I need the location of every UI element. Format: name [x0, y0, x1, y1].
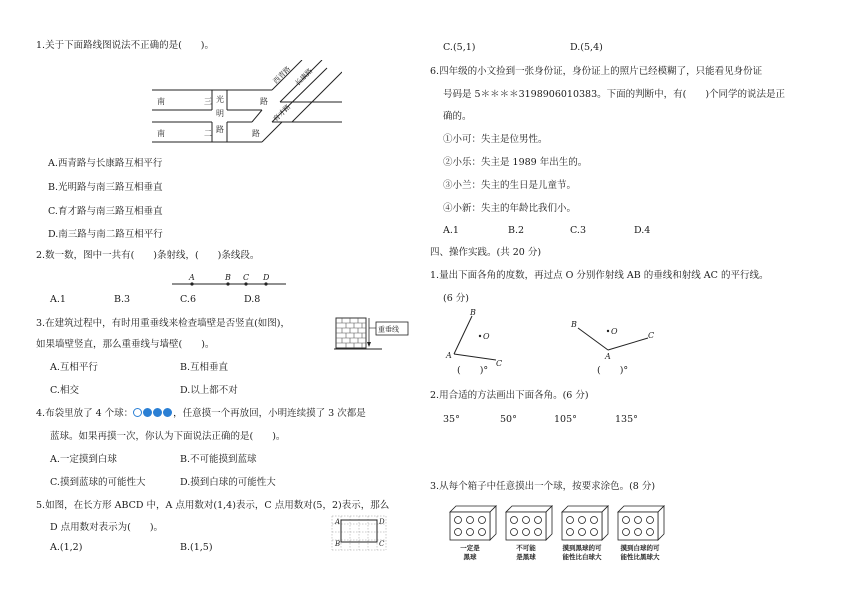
svg-text:明: 明 [216, 109, 224, 118]
svg-text:不可能: 不可能 [516, 544, 536, 552]
q6-statement-3: ③小兰：失主的生日是儿童节。 [443, 180, 577, 191]
q3-option-a[interactable]: A.互相平行 [50, 362, 98, 373]
q4-option-d[interactable]: D.摸到白球的可能性大 [180, 477, 276, 488]
q2-option-a[interactable]: A.1 [50, 294, 66, 305]
q6-stem-line3: 确的。 [443, 111, 472, 122]
p2-stem: 2.用合适的方法画出下面各角。(6 分) [430, 390, 589, 401]
svg-text:路: 路 [216, 125, 224, 134]
svg-text:A: A [605, 352, 611, 360]
ball-box-icons [448, 504, 688, 570]
svg-text:一定是: 一定是 [460, 544, 480, 552]
q6-statement-1: ①小可：失主是位男性。 [443, 134, 548, 145]
q6-option-d[interactable]: D.4 [634, 225, 651, 236]
q2-option-d[interactable]: D.8 [244, 294, 261, 305]
q2-line-figure [170, 270, 290, 290]
q4-stem-line1: 4.布袋里放了 4 个球： ，任意摸一个再放回，小明连续摸了 3 次都是 [36, 408, 366, 419]
q3-wall-figure [334, 316, 410, 352]
map-label-xiqing: 西青路 [271, 64, 293, 86]
q3-figure-label: 重垂线 [378, 325, 399, 334]
q6-statement-2: ②小乐：失主是 1989 年出生的。 [443, 157, 588, 168]
q3-stem-line2: 如果墙壁竖直，那么重垂线与墙壁( )。 [36, 339, 215, 350]
svg-text:B: B [470, 308, 476, 317]
ball-blue-icon [153, 408, 162, 417]
svg-text:O: O [611, 327, 618, 336]
q6-option-a[interactable]: A.1 [443, 225, 459, 236]
p3-stem: 3.从每个箱子中任意摸出一个球，按要求涂色。(8 分) [430, 481, 656, 492]
p1-stem-line1: 1.量出下面各角的度数，再过点 O 分别作射线 AB 的垂线和射线 AC 的平行线。 [430, 270, 769, 281]
svg-text:C: C [243, 273, 250, 282]
svg-text:O: O [483, 332, 490, 341]
svg-text:D: D [263, 273, 270, 282]
q4-option-b[interactable]: B.不可能摸到蓝球 [180, 454, 257, 465]
q5-grid-figure [330, 514, 388, 552]
p1-blank-left[interactable]: ( )° [457, 365, 489, 376]
p1-angle-left [440, 308, 510, 366]
q1-option-d[interactable]: D.南三路与南二路互相平行 [48, 229, 163, 240]
svg-text:光: 光 [216, 95, 224, 104]
q2-option-c[interactable]: C.6 [180, 294, 196, 305]
map-label-nan: 南 [157, 97, 165, 106]
svg-text:能性比黑球大: 能性比黑球大 [620, 553, 660, 561]
ball-blue-icon [143, 408, 152, 417]
svg-text:D: D [379, 518, 385, 526]
p1-blank-right[interactable]: ( )° [597, 365, 629, 376]
svg-text:南: 南 [157, 129, 165, 138]
svg-text:C: C [379, 540, 385, 548]
q3-stem-line1: 3.在建筑过程中，有时用重垂线来检查墙壁是否竖直(如图)， [36, 318, 290, 329]
p2-angle-1: 35° [443, 414, 460, 425]
q5-option-a[interactable]: A.(1,2) [50, 542, 83, 553]
q5-option-d[interactable]: D.(5,4) [570, 42, 603, 53]
q1-option-c[interactable]: C.育才路与南三路互相垂直 [48, 206, 163, 217]
q2-option-b[interactable]: B.3 [114, 294, 131, 305]
svg-text:B: B [335, 540, 341, 548]
svg-text:二: 二 [204, 129, 212, 138]
p2-angle-2: 50° [500, 414, 517, 425]
q2-stem: 2.数一数，图中一共有( )条射线，( )条线段。 [36, 250, 260, 261]
svg-text:A: A [335, 518, 341, 526]
q4-option-a[interactable]: A.一定摸到白球 [50, 454, 117, 465]
svg-text:路: 路 [252, 129, 260, 138]
svg-text:摸到黑球的可: 摸到黑球的可 [562, 544, 602, 552]
p2-angle-4: 135° [615, 414, 638, 425]
svg-text:黑球: 黑球 [463, 553, 477, 561]
svg-text:路: 路 [260, 97, 268, 106]
ball-blue-icon [163, 408, 172, 417]
q5-option-b[interactable]: B.(1,5) [180, 542, 213, 553]
svg-text:B: B [571, 320, 577, 329]
q4-stem-line2: 蓝球。如果再摸一次，你认为下面说法正确的是( )。 [50, 431, 286, 442]
svg-text:B: B [225, 273, 231, 282]
svg-text:A: A [446, 351, 452, 360]
p1-angle-right [568, 316, 658, 360]
q6-stem-line1: 6.四年级的小文捡到一张身份证，身份证上的照片已经模糊了，只能看见身份证 [430, 66, 763, 77]
q6-option-c[interactable]: C.3 [570, 225, 586, 236]
q5-option-c[interactable]: C.(5,1) [443, 42, 476, 53]
q1-option-a[interactable]: A.西青路与长康路互相平行 [48, 158, 163, 169]
section-4-heading: 四、操作实践。(共 20 分) [430, 247, 542, 258]
p2-angle-3: 105° [554, 414, 577, 425]
q1-option-b[interactable]: B.光明路与南三路互相垂直 [48, 182, 163, 193]
q1-stem: 1.关于下面路线图说法不正确的是( )。 [36, 40, 214, 51]
svg-text:能性比白球大: 能性比白球大 [562, 553, 602, 561]
q6-statement-4: ④小新：失主的年龄比我们小。 [443, 203, 577, 214]
q4-option-c[interactable]: C.摸到蓝球的可能性大 [50, 477, 146, 488]
q6-option-b[interactable]: B.2 [508, 225, 525, 236]
p1-stem-line2: (6 分) [443, 293, 469, 304]
svg-text:是黑球: 是黑球 [516, 553, 536, 561]
q3-option-b[interactable]: B.互相垂直 [180, 362, 229, 373]
svg-text:摸到白球的可: 摸到白球的可 [620, 544, 660, 552]
q3-option-d[interactable]: D.以上都不对 [180, 385, 238, 396]
q6-stem-line2: 号码是 5＊＊＊＊3198906010383。下面的判断中，有( )个同学的说法是正 [443, 89, 786, 100]
q5-stem-line1: 5.如图，在长方形 ABCD 中，A 点用数对(1,4)表示，C 点用数对(5，2)表示，那么 [36, 500, 390, 511]
q5-stem-line2: D 点用数对表示为( )。 [50, 522, 164, 533]
q3-option-c[interactable]: C.相交 [50, 385, 79, 396]
road-map-figure [152, 60, 342, 150]
svg-text:C: C [648, 331, 655, 340]
p3-boxes [448, 504, 688, 570]
svg-text:C: C [496, 359, 503, 366]
map-label-changkang: 长康路 [293, 66, 315, 88]
svg-text:A: A [189, 273, 195, 282]
ball-white-icon [133, 408, 142, 417]
svg-text:三: 三 [204, 97, 212, 106]
map-label-yucai: 育才路 [271, 102, 293, 124]
